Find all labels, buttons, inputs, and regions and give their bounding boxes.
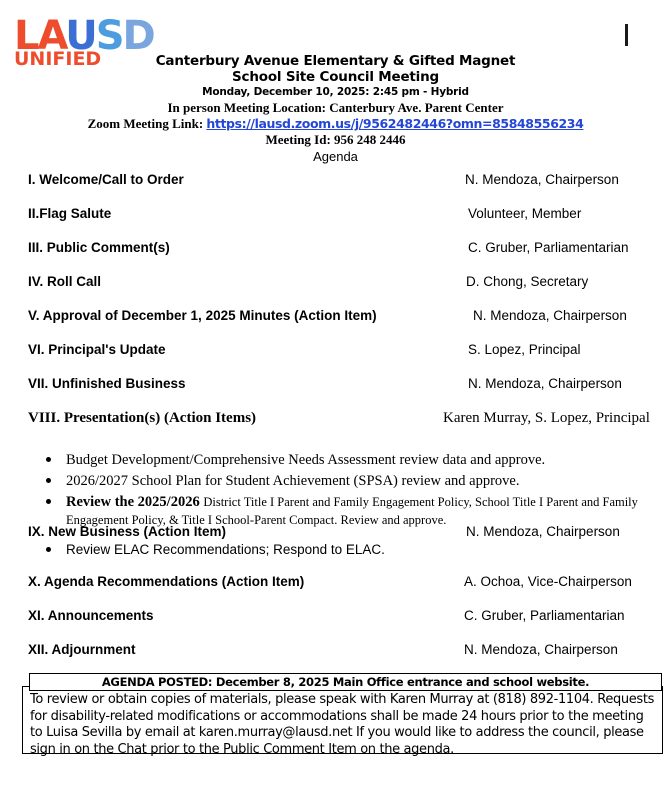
agenda-item-label: VII. Unfinished Business <box>28 376 186 391</box>
agenda-row-vii <box>0 376 671 410</box>
logo-letter-d: D <box>122 13 154 59</box>
bullet-text: 2026/2027 School Plan for Student Achievement (SPSA) review and approve. <box>66 473 520 489</box>
agenda-item-label: V. Approval of December 1, 2025 Minutes (Action Item) <box>28 308 377 323</box>
agenda-row-xi <box>0 608 671 642</box>
agenda-item-person: N. Mendoza, Chairperson <box>468 376 622 391</box>
agenda-item-label: II.Flag Salute <box>28 206 112 221</box>
agenda-item-person: Volunteer, Member <box>468 206 582 221</box>
agenda-item-person: N. Mendoza, Chairperson <box>466 524 620 539</box>
bullet-dot-icon <box>46 499 51 504</box>
agenda-item-person: A. Ochoa, Vice-Chairperson <box>464 574 632 589</box>
agenda-item-label: VIII. Presentation(s) (Action Items) <box>28 410 257 426</box>
agenda-row-x <box>0 574 671 608</box>
agenda-item-label: XII. Adjournment <box>28 642 136 657</box>
agenda-posted-banner: AGENDA POSTED: December 8, 2025 Main Office entrance and school website. <box>29 673 662 691</box>
agenda-item-person: C. Gruber, Parliamentarian <box>468 240 629 255</box>
agenda-item-person: N. Mendoza, Chairperson <box>465 172 619 187</box>
zoom-meeting-link[interactable]: https://lausd.zoom.us/j/9562482446?omn=85848556234 <box>206 116 584 131</box>
bullet-dot-icon <box>46 547 51 552</box>
list-item <box>0 472 671 490</box>
bullet-text: District Title I Parent and Family Engagement Policy, School Title I Parent and Family Engagement Policy, & Title I School-Parent Compact. Review and approve. <box>66 495 638 527</box>
accessibility-notice-box: To review or obtain copies of materials, please speak with Karen Murray at (818) 892-1104. Requests for disability-related modifications or accommodations shall be made 24 hours prior to the meeting to Luisa Sevilla by email at karen.murray@lausd.net If you would like to address the council, please sign in on the Chat prior to the Public Comment Item on the agenda. <box>22 686 663 754</box>
agenda-body <box>0 172 671 444</box>
zoom-link-line <box>0 116 671 132</box>
bullet-dot-icon <box>46 478 51 483</box>
meeting-datetime-line: Monday, December 10, 2025: 2:45 pm - Hybrid <box>202 86 469 98</box>
logo-subtitle-unified: UNIFIED <box>14 48 102 70</box>
agenda-item-label: I. Welcome/Call to Order <box>28 172 184 187</box>
list-item <box>0 451 671 469</box>
agenda-item-label: VI. Principal's Update <box>28 342 166 357</box>
meeting-location-line: In person Meeting Location: Canterbury Ave. Parent Center <box>167 100 504 115</box>
logo-letter-s: S <box>95 13 123 59</box>
agenda-item-label: III. Public Comment(s) <box>28 240 170 255</box>
agenda-item-person: D. Chong, Secretary <box>466 274 589 289</box>
agenda-item-person: S. Lopez, Principal <box>468 342 581 357</box>
agenda-row-vi <box>0 342 671 376</box>
bullet-dot-icon <box>46 457 51 462</box>
agenda-item-label: XI. Announcements <box>28 608 154 623</box>
agenda-tail-rows <box>0 574 671 676</box>
meeting-type-line: School Site Council Meeting <box>232 69 439 85</box>
zoom-link-label: Zoom Meeting Link: <box>87 116 204 131</box>
agenda-item-person: C. Gruber, Parliamentarian <box>464 608 625 623</box>
agenda-row-xii <box>0 642 671 676</box>
agenda-item-person: Karen Murray, S. Lopez, Principal <box>443 410 650 426</box>
bullet-text: Budget Development/Comprehensive Needs Assessment review data and approve. <box>66 452 546 468</box>
agenda-item-person: N. Mendoza, Chairperson <box>464 642 618 657</box>
agenda-item-label: X. Agenda Recommendations (Action Item) <box>28 574 305 589</box>
document-header <box>0 53 671 165</box>
text-cursor-caret <box>625 24 628 46</box>
school-name-line: Canterbury Avenue Elementary & Gifted Magnet <box>155 53 516 69</box>
agenda-row-ii <box>0 206 671 240</box>
logo-letter-u: U <box>65 13 96 59</box>
logo-letters-la: LA <box>14 13 66 59</box>
agenda-item-label: IV. Roll Call <box>28 274 102 289</box>
bullet-text: Review ELAC Recommendations; Respond to ELAC. <box>66 542 385 557</box>
agenda-item-person: N. Mendoza, Chairperson <box>473 308 627 323</box>
agenda-row-i <box>0 172 671 206</box>
agenda-row-v <box>0 308 671 342</box>
presentation-bullet-list <box>0 451 671 532</box>
bullet-text-lead: Review the 2025/2026 <box>66 494 204 510</box>
agenda-row-iv <box>0 274 671 308</box>
list-item <box>0 541 671 559</box>
meeting-id-line: Meeting Id: 956 248 2446 <box>265 132 406 147</box>
agenda-item-label: IX. New Business (Action Item) <box>28 524 227 539</box>
agenda-word: Agenda <box>313 149 358 164</box>
agenda-row-viii <box>0 410 671 444</box>
agenda-row-iii <box>0 240 671 274</box>
new-business-bullet-list <box>0 541 671 562</box>
